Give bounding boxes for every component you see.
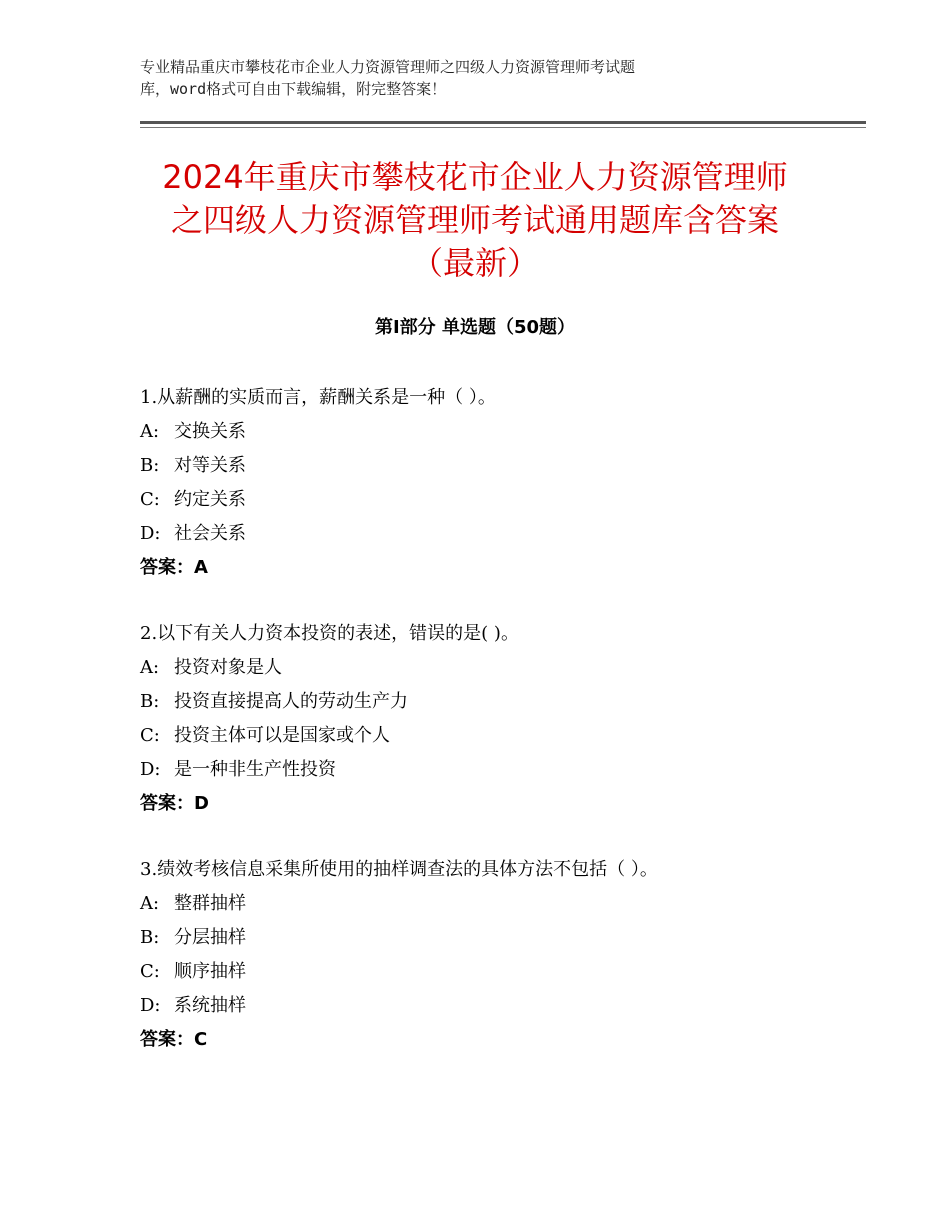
answer: 答案：D — [140, 793, 209, 814]
option-b — [140, 685, 860, 719]
header-note-line-2: 库，word格式可自由下载编辑，附完整答案！ — [140, 80, 447, 98]
answer: 答案：A — [140, 557, 208, 578]
option-letter: B: — [140, 927, 160, 948]
option-letter: D: — [140, 759, 161, 780]
option-a — [140, 887, 860, 921]
option-letter: D: — [140, 995, 161, 1016]
document-title — [100, 156, 850, 285]
question-3 — [140, 853, 860, 1057]
option-c — [140, 955, 860, 989]
section-heading: 第Ⅰ部分 单选题（50题） — [374, 317, 575, 338]
question-1 — [140, 381, 860, 585]
header-divider-thin — [140, 127, 866, 128]
question-stem: 3.绩效考核信息采集所使用的抽样调查法的具体方法不包括（ ）。 — [140, 859, 658, 880]
option-text: 是一种非生产性投资 — [174, 759, 336, 780]
option-text: 投资直接提高人的劳动生产力 — [174, 691, 408, 712]
option-text: 社会关系 — [174, 523, 246, 544]
option-b — [140, 921, 860, 955]
option-c — [140, 483, 860, 517]
question-stem: 2.以下有关人力资本投资的表述，错误的是( )。 — [140, 623, 519, 644]
header-divider-thick — [140, 121, 866, 124]
option-text: 投资主体可以是国家或个人 — [174, 725, 390, 746]
option-text: 顺序抽样 — [174, 961, 246, 982]
option-letter: C: — [140, 725, 160, 746]
header-note-line-1: 专业精品重庆市攀枝花市企业人力资源管理师之四级人力资源管理师考试题 — [140, 58, 636, 76]
option-c — [140, 719, 860, 753]
option-letter: D: — [140, 523, 161, 544]
option-d — [140, 517, 860, 551]
option-letter: C: — [140, 489, 160, 510]
option-text: 分层抽样 — [174, 927, 246, 948]
answer: 答案：C — [140, 1029, 208, 1050]
question-2 — [140, 617, 860, 821]
option-text: 投资对象是人 — [174, 657, 282, 678]
title-line-3: （最新） — [410, 244, 539, 282]
option-letter: A: — [140, 421, 160, 442]
option-d — [140, 753, 860, 787]
header-note — [140, 56, 820, 100]
option-letter: C: — [140, 961, 160, 982]
option-d — [140, 989, 860, 1023]
option-text: 对等关系 — [174, 455, 246, 476]
option-a — [140, 415, 860, 449]
option-text: 交换关系 — [174, 421, 246, 442]
question-list — [140, 381, 860, 1089]
option-letter: B: — [140, 691, 160, 712]
option-text: 整群抽样 — [174, 893, 246, 914]
option-text: 约定关系 — [174, 489, 246, 510]
option-text: 系统抽样 — [174, 995, 246, 1016]
option-b — [140, 449, 860, 483]
option-letter: A: — [140, 657, 160, 678]
option-letter: B: — [140, 455, 160, 476]
option-letter: A: — [140, 893, 160, 914]
option-a — [140, 651, 860, 685]
title-line-1: 2024年重庆市攀枝花市企业人力资源管理师 — [162, 158, 788, 196]
question-stem: 1.从薪酬的实质而言，薪酬关系是一种（ ）。 — [140, 387, 496, 408]
title-line-2: 之四级人力资源管理师考试通用题库含答案 — [170, 201, 779, 239]
